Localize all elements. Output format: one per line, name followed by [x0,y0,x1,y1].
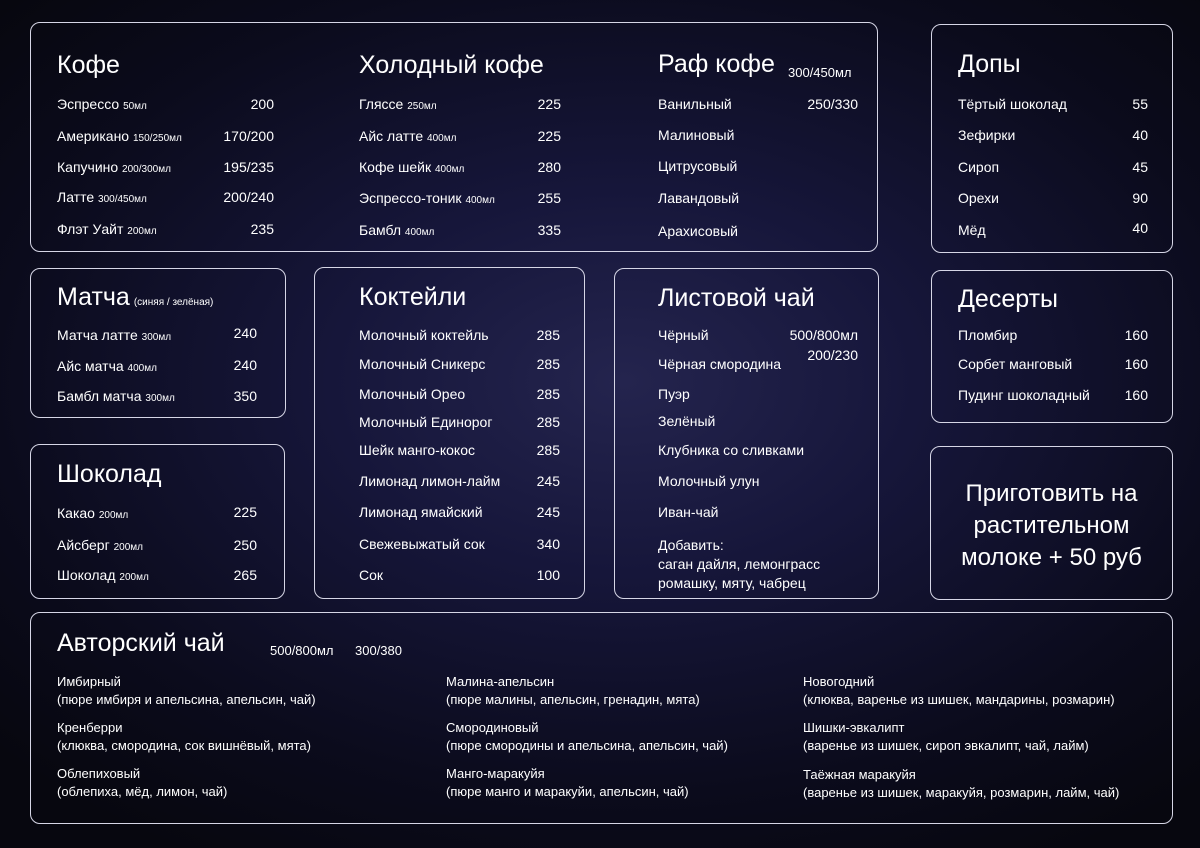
list-item: Имбирный [57,674,121,689]
list-item: Ванильный [658,96,732,112]
list-item: Малиновый [658,127,735,143]
matcha-title-text: Матча [57,283,130,311]
leaf-tea-add-line: ромашку, мяту, чабрец [658,575,806,591]
item-name: Бамбл [359,222,401,238]
item-volume: 200/300мл [122,164,171,175]
list-item: Пуэр [658,386,690,402]
item-price: 250 [233,537,257,553]
item-volume: 400мл [404,227,435,238]
list-item [359,159,464,178]
item-description: (пюре смородины и апельсина, апельсин, чай) [446,738,728,753]
plant-milk-line: растительном [973,512,1130,539]
item-price: 160 [1124,327,1148,343]
item-name: Кофе шейк [359,159,432,175]
item-name: Айсберг [57,537,110,553]
cocktails-title: Коктейли [359,283,467,311]
list-item: Арахисовый [658,223,738,239]
item-price: 285 [536,327,560,343]
list-item: Зелёный [658,413,716,429]
item-price: 285 [536,442,560,458]
list-item: Лимонад лимон-лайм [359,473,501,489]
list-item: Чёрная смородина [658,356,782,372]
coffee-title: Кофе [57,51,120,79]
list-item [57,358,157,377]
cold-coffee-title: Холодный кофе [359,51,544,79]
item-price: 335 [537,222,561,238]
item-description: (клюква, смородина, сок вишнёвый, мята) [57,738,311,753]
item-price: 40 [1132,127,1148,143]
plant-milk-line: молоке + 50 руб [961,544,1142,571]
item-name: Флэт Уайт [57,221,124,237]
list-item [57,567,149,586]
item-price: 160 [1124,387,1148,403]
item-volume: 200мл [119,572,149,583]
list-item [57,327,171,346]
item-name: Какао [57,505,95,521]
list-item [57,388,175,407]
list-item: Кренберри [57,720,123,735]
item-volume: 200мл [98,510,129,521]
item-volume: 400мл [427,133,457,144]
list-item: Молочный Орео [359,386,466,402]
item-volume: 200мл [113,542,143,553]
item-name: Бамбл матча [57,388,142,404]
extras-title: Допы [958,50,1021,78]
item-description: (облепиха, мёд, лимон, чай) [57,784,228,799]
item-name: Гляссе [359,96,404,112]
item-price: 240 [233,357,257,373]
list-item [359,222,434,241]
item-name: Матча латте [57,327,138,343]
item-price: 200/240 [223,189,274,205]
list-item: Шишки-эвкалипт [803,720,905,735]
list-item: Таёжная маракуйя [803,767,916,782]
chocolate-title: Шоколад [57,460,162,488]
item-price: 195/235 [223,159,274,175]
item-volume: 250мл [407,101,437,112]
list-item: Сорбет манговый [958,356,1073,372]
item-description: (пюре манго и маракуйи, апельсин, чай) [446,784,689,799]
list-item: Лавандовый [658,190,740,206]
item-name: Айс латте [359,128,424,144]
list-item: Молочный улун [658,473,760,489]
item-price: 225 [537,128,561,144]
item-price: 200 [250,96,274,112]
list-item [57,537,143,556]
list-item: Свежевыжатый сок [359,536,485,552]
item-price: 170/200 [223,128,274,144]
author-tea-title: Авторский чай [57,629,225,657]
item-price: 55 [1132,96,1148,112]
item-description: (варенье из шишек, маракуйя, розмарин, лайм, чай) [803,785,1120,800]
item-name: Эспрессо-тоник [359,190,462,206]
item-price: 285 [536,386,560,402]
list-item: Клубника со сливками [658,442,805,458]
list-item: Сироп [958,159,1000,175]
raf-title: Раф кофе [658,50,775,78]
list-item: Лимонад ямайский [359,504,483,520]
author-tea-volume: 500/800мл [270,643,334,658]
leaf-tea-price: 200/230 [807,347,858,363]
list-item: Облепиховый [57,766,141,781]
item-volume: 150/250мл [132,133,182,144]
item-volume: 300мл [145,393,175,404]
list-item [57,189,147,208]
item-volume: 400мл [435,164,465,175]
list-item [57,159,171,178]
list-item: Мёд [958,222,986,238]
desserts-title: Десерты [958,285,1059,313]
item-price: 160 [1124,356,1148,372]
leaf-tea-title: Листовой чай [658,284,815,312]
leaf-tea-volume: 500/800мл [789,327,858,343]
list-item: Молочный Единорог [359,414,493,430]
list-item [359,128,456,147]
list-item: Малина-апельсин [446,674,555,689]
item-price: 40 [1132,220,1148,236]
list-item: Иван-чай [658,504,719,520]
item-price: 340 [536,536,560,552]
item-price: 90 [1132,190,1148,206]
list-item: Молочный коктейль [359,327,489,343]
item-price: 265 [233,567,257,583]
list-item: Манго-маракуйя [446,766,545,781]
item-name: Капучино [57,159,119,175]
item-description: (варенье из шишек, сироп эвкалипт, чай, лайм) [803,738,1089,753]
list-item: Зефирки [958,127,1016,143]
leaf-tea-panel [614,268,879,599]
item-name: Латте [57,189,95,205]
item-volume: 200мл [127,226,157,237]
list-item [57,128,182,147]
list-item [57,505,128,524]
author-tea-price: 300/380 [355,643,402,658]
list-item: Новогодний [803,674,875,689]
list-item [57,96,147,115]
item-price: 100 [536,567,560,583]
item-volume: 300/450мл [98,194,147,205]
item-price: 225 [233,504,257,520]
item-price: 45 [1132,159,1148,175]
item-name: Эспрессо [57,96,120,112]
item-description: (клюква, варенье из шишек, мандарины, розмарин) [803,692,1115,707]
item-price: 280 [537,159,561,175]
item-name: Американо [57,128,130,144]
item-price: 255 [537,190,561,206]
item-description: (пюре имбиря и апельсина, апельсин, чай) [57,692,316,707]
list-item: Пудинг шоколадный [958,387,1090,403]
item-name: Айс матча [57,358,124,374]
list-item: Тёртый шоколад [958,96,1067,112]
item-volume: 300мл [141,332,172,343]
item-price: 350 [233,388,257,404]
list-item [57,221,157,240]
item-volume: 50мл [123,101,147,112]
item-description: (пюре малины, апельсин, гренадин, мята) [446,692,700,707]
list-item: Орехи [958,190,999,206]
list-item [359,96,437,115]
item-price: 235 [250,221,274,237]
matcha-note: (синяя / зелёная) [133,297,214,308]
list-item: Молочный Сникерс [359,356,486,372]
leaf-tea-add-label: Добавить: [658,537,724,553]
item-price: 245 [536,473,560,489]
item-price: 285 [536,356,560,372]
list-item [359,190,495,209]
leaf-tea-add-line: саган дайля, лемонграсс [658,556,821,572]
item-name: Шоколад [57,567,116,583]
list-item: Шейк манго-кокос [359,442,475,458]
item-volume: 400мл [465,195,495,206]
list-item: Цитрусовый [658,158,738,174]
item-volume: 400мл [127,363,157,374]
item-price: 285 [536,414,560,430]
plant-milk-line: Приготовить на [965,480,1138,507]
list-item: Сок [359,567,384,583]
list-item: Чёрный [658,327,709,343]
raf-volume: 300/450мл [788,65,852,80]
item-price: 245 [536,504,560,520]
item-price: 240 [233,325,257,341]
item-price: 225 [537,96,561,112]
list-item: Пломбир [958,327,1018,343]
matcha-title [57,283,213,317]
raf-price: 250/330 [807,96,858,112]
list-item: Смородиновый [446,720,539,735]
